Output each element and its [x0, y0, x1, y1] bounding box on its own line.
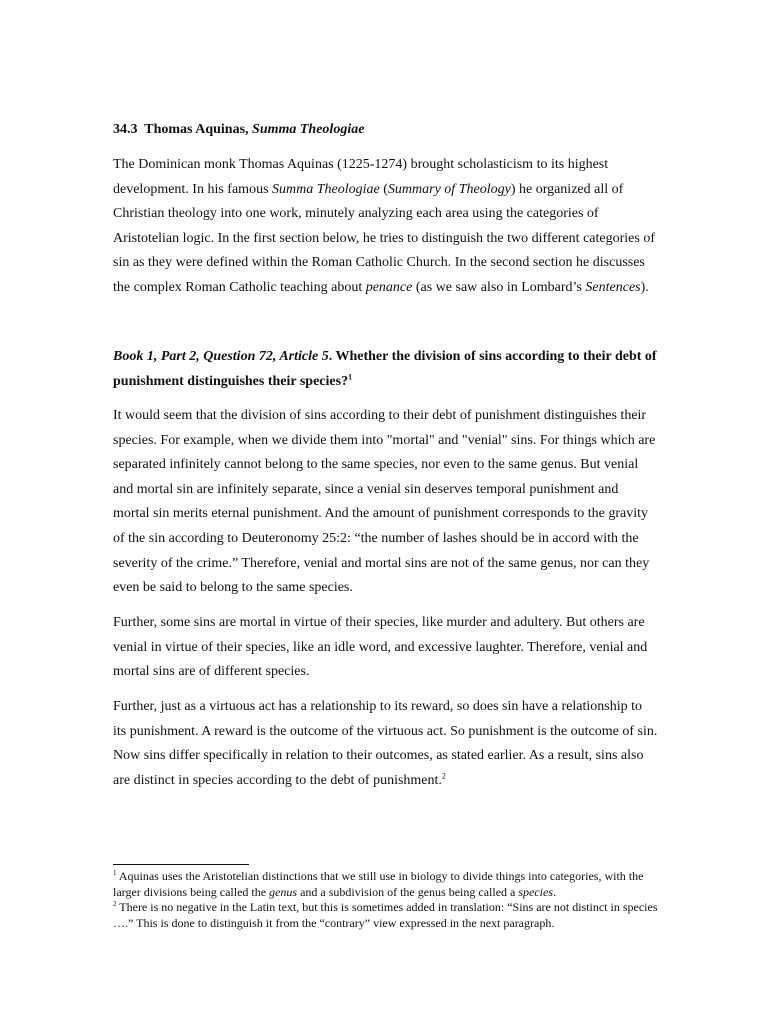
footnote-text: and a subdivision of the genus being called a [297, 884, 519, 899]
intro-italic: Summa Theologiae [272, 181, 380, 197]
question-reference: Book 1, Part 2, Question 72, Article 5 [113, 349, 329, 364]
intro-paragraph [113, 153, 658, 301]
footnote-italic: species [518, 884, 554, 899]
footnote-2 [113, 900, 658, 931]
work-title: Summa Theologiae [252, 122, 365, 137]
intro-italic: Sentences [585, 279, 641, 295]
footnote-mark: 2 [113, 900, 117, 908]
footnote-separator [113, 864, 249, 865]
question-heading [113, 345, 658, 394]
intro-italic: penance [365, 279, 413, 295]
footnote-mark: 1 [113, 869, 117, 877]
body-paragraph-3-text: Further, just as a virtuous act has a relationship to its reward, so does sin have a relationship to its punishment. A reward is the outcome of the virtuous act. So punishment is the outcome of sin. Now sins differ specifically in relation to their outcomes, as stated earlier. As a result, sins also are distinct in species according to the debt of punishment. [113, 699, 658, 788]
footnote-text: Aquinas uses the Aristotelian distinctions that we still use in biology to divide things into categories, with the larger divisions being called the [113, 869, 644, 899]
intro-italic: Summary of Theology [387, 181, 511, 197]
body-paragraph-3 [113, 695, 658, 793]
author-name: Thomas Aquinas, [144, 122, 249, 137]
footnote-ref-2[interactable]: 2 [441, 771, 446, 781]
footnote-1 [113, 869, 658, 900]
intro-text: ) he organized all of Christian theology into one work, minutely analyzing each area using the categories of Aristotelian logic. In the first section below, he tries to distinguish the two different categories of sin as they were defined within the Roman Catholic Church. In the second section he discusses the complex Roman Catholic teaching about [113, 181, 655, 295]
intro-text: (as we saw also in Lombard’s [412, 279, 586, 295]
section-heading [113, 120, 364, 140]
intro-text: The Dominican monk Thomas Aquinas (1225-1274) brought scholasticism to its highest development. In his famous [113, 157, 609, 197]
section-number: 34.3 [113, 122, 138, 137]
body-paragraph-1: It would seem that the division of sins according to their debt of punishment distinguishes their species. For example, when we divide them into "mortal" and "venial" sins. For things which are separated infinitely cannot belong to the same species, nor even to the same genus. But venial and mortal sin are infinitely separate, since a venial sin deserves temporal punishment and mortal sin merits eternal punishment. And the amount of punishment corresponds to the gravity of the sin according to Deuteronomy 25:2: “the number of lashes should be in accord with the severity of the crime.” Therefore, venial and mortal sins are not of the same genus, nor can they even be said to belong to the same species. [113, 408, 656, 596]
intro-text: ). [640, 279, 649, 295]
footnote-text: There is no negative in the Latin text, but this is sometimes added in translation: “Sins are not distinct in species ….” This is done to distinguish it from the “contrary” view expressed in the next paragraph. [113, 900, 658, 930]
footnote-italic: genus [269, 884, 298, 899]
intro-text: ( [379, 181, 388, 197]
question-text: . Whether the division of sins according to their debt of punishment distinguishes their species? [113, 349, 657, 389]
body-paragraph-2: Further, some sins are mortal in virtue of their species, like murder and adultery. But others are venial in virtue of their species, like an idle word, and excessive laughter. Therefore, venial and mortal sins are of different species. [113, 615, 648, 680]
footnote-ref-1[interactable]: 1 [348, 371, 353, 381]
footnote-text: . [553, 884, 557, 899]
